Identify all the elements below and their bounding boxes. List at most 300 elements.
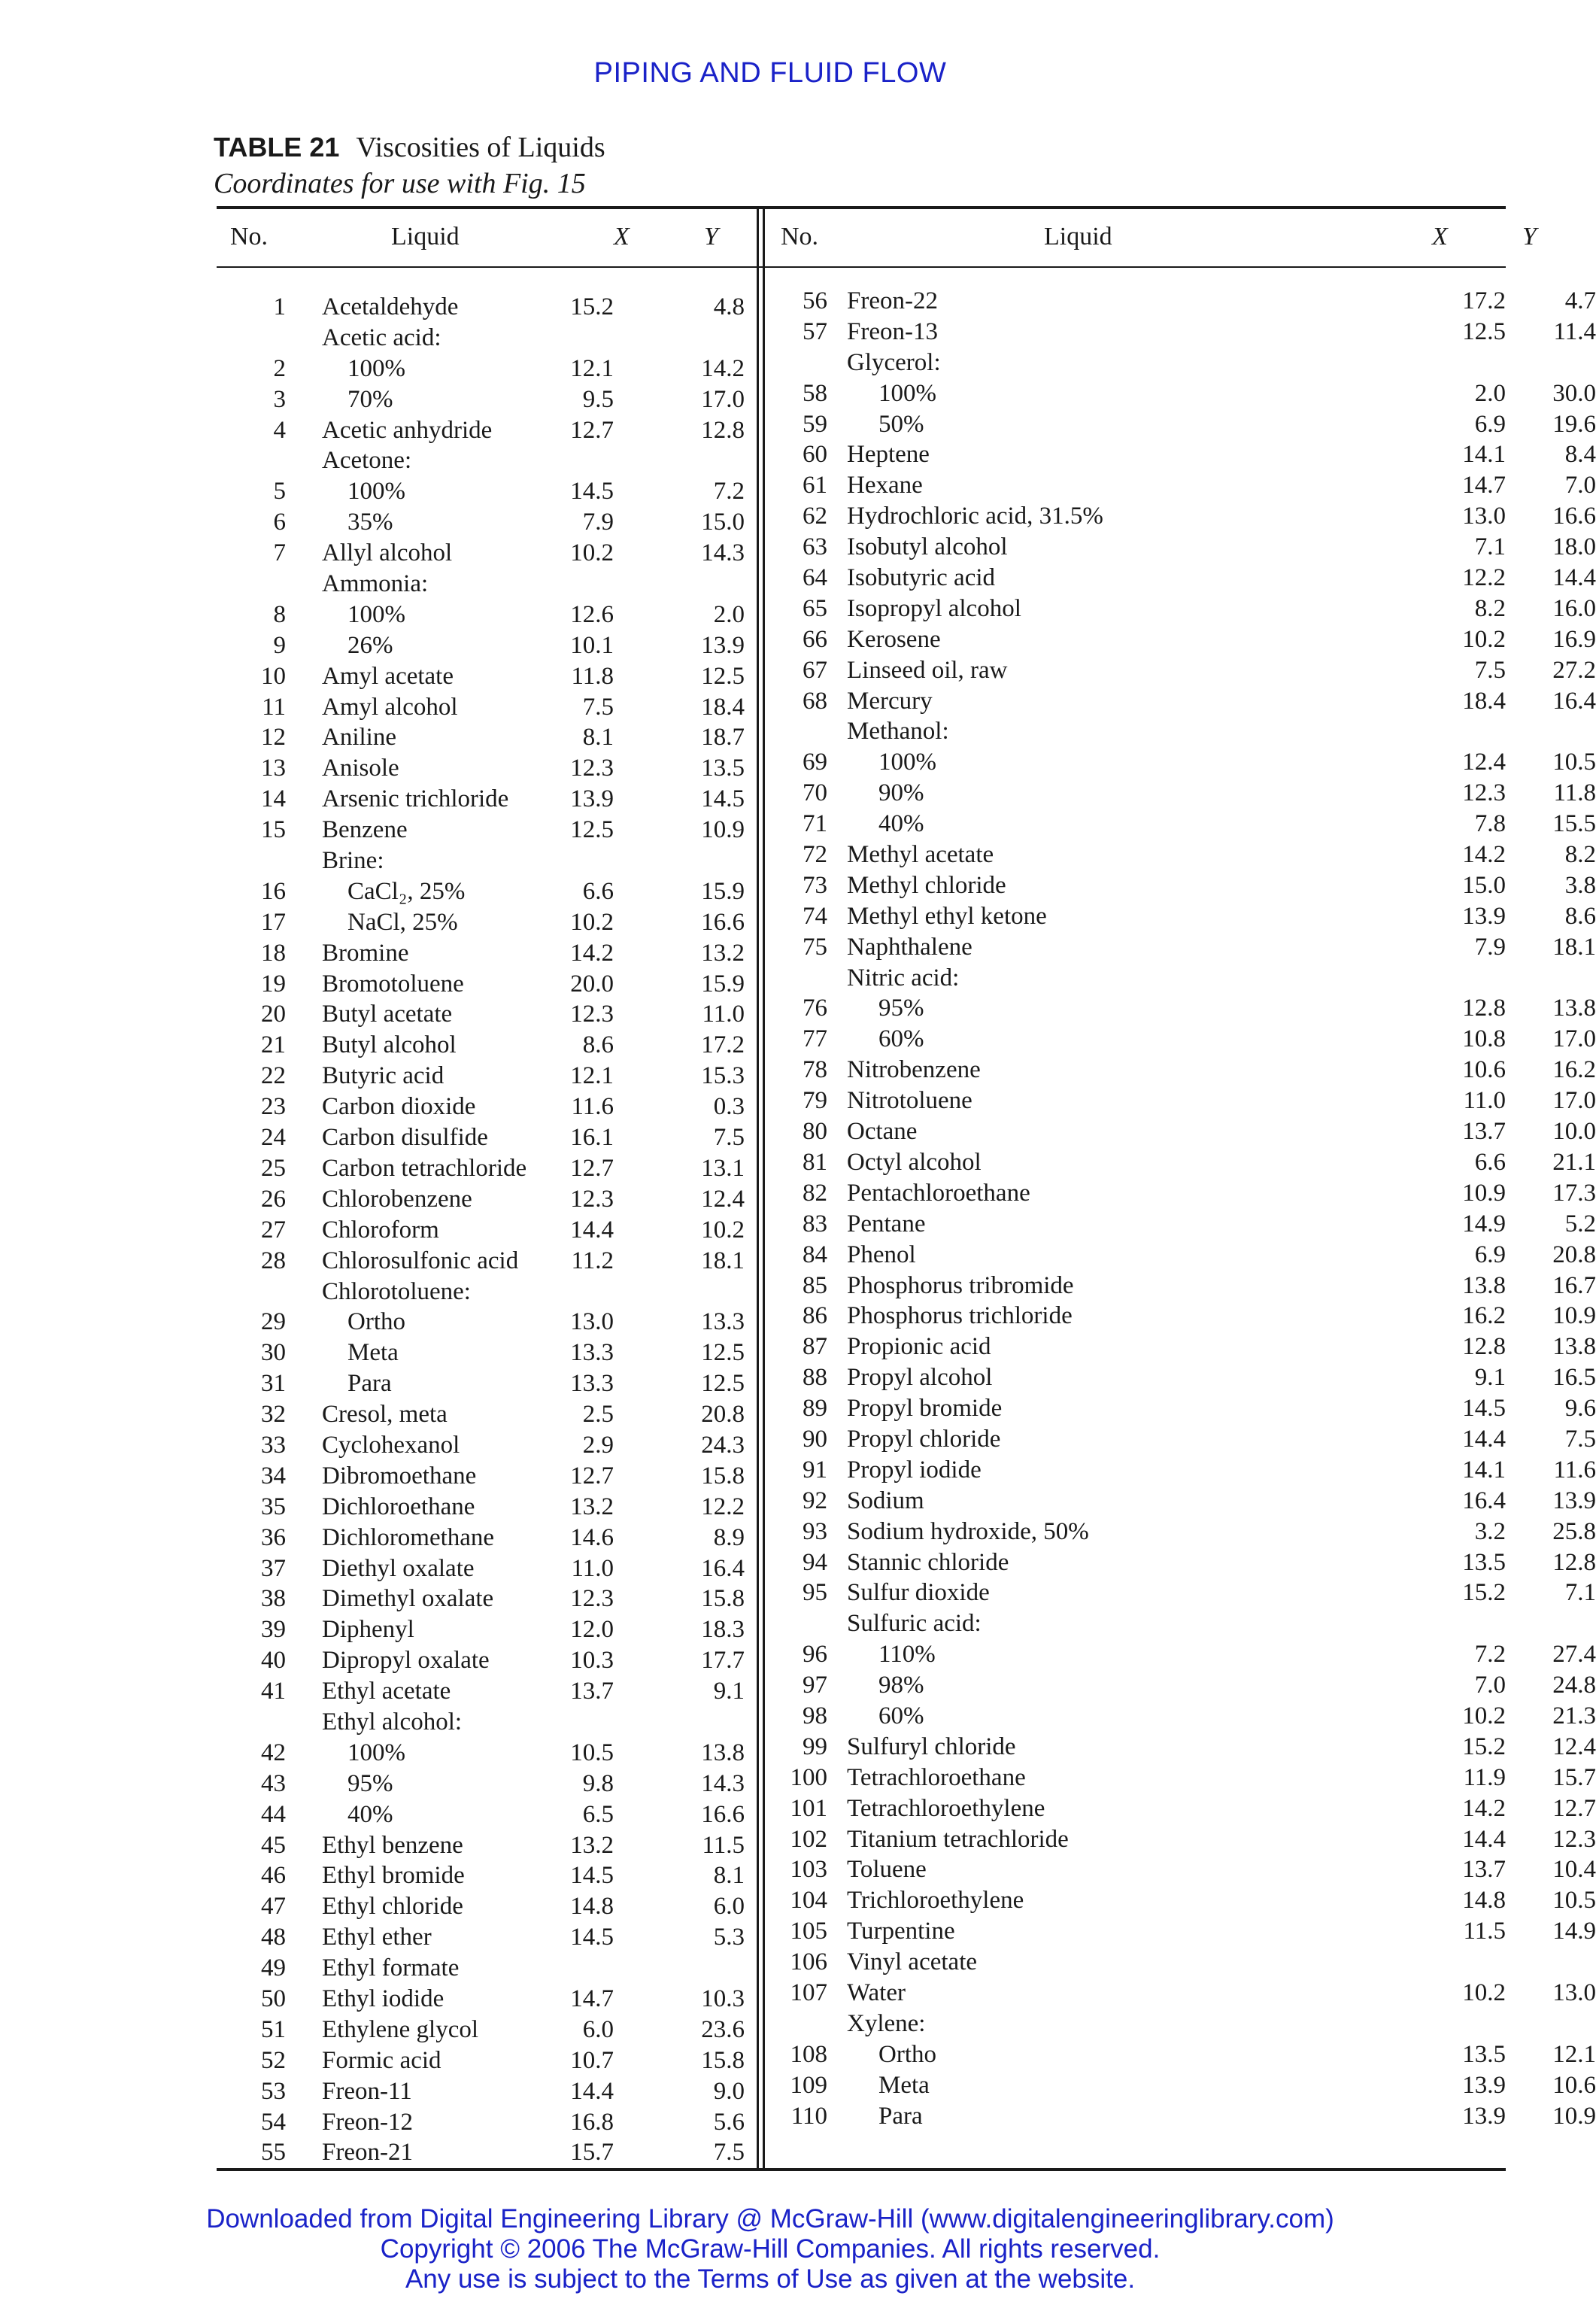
liquid-name: Propyl bromide	[847, 1395, 1003, 1423]
x-value: 6.9	[1474, 1241, 1506, 1268]
x-value: 6.0	[582, 2015, 614, 2043]
y-value: 17.3	[1552, 1179, 1596, 1207]
x-value: 6.9	[1474, 410, 1506, 438]
x-value: 14.2	[1462, 841, 1506, 869]
y-value: 9.0	[713, 2077, 745, 2105]
liquid-name: Cyclohexanol	[322, 1431, 460, 1459]
table-row	[773, 594, 1596, 624]
liquid-name: Acetic acid:	[322, 323, 441, 351]
x-value: 10.6	[1462, 1056, 1506, 1084]
row-number: 8	[273, 600, 286, 628]
x-value: 13.9	[1462, 902, 1506, 930]
liquid-name: Sulfuric acid:	[847, 1610, 982, 1638]
row-number: 97	[803, 1672, 827, 1699]
x-value: 14.5	[570, 1924, 614, 1951]
row-number: 53	[261, 2077, 286, 2105]
liquid-name: 95%	[878, 995, 924, 1022]
viscosity-table	[217, 206, 1596, 2192]
row-number: 4	[273, 416, 286, 444]
y-value: 15.8	[701, 2046, 745, 2074]
x-value: 16.4	[1462, 1487, 1506, 1514]
liquid-name: Aniline	[322, 724, 396, 752]
left-rows	[217, 292, 754, 2168]
liquid-name: Ortho	[878, 2040, 936, 2068]
liquid-name: 40%	[878, 810, 924, 838]
row-number: 64	[803, 564, 827, 592]
liquid-name: Turpentine	[847, 1918, 955, 1945]
x-value: 10.7	[570, 2046, 614, 2074]
table-row	[217, 1614, 754, 1645]
y-value: 5.2	[1564, 1210, 1596, 1237]
y-value: 20.8	[701, 1401, 745, 1429]
row-number: 89	[803, 1395, 827, 1423]
row-number: 54	[261, 2108, 286, 2136]
row-number: 58	[803, 379, 827, 407]
x-value: 12.5	[1462, 317, 1506, 345]
row-number: 24	[261, 1124, 286, 1152]
liquid-name: Naphthalene	[847, 933, 972, 961]
x-value: 15.0	[1462, 871, 1506, 899]
liquid-name: 98%	[878, 1672, 924, 1699]
table-row	[217, 846, 754, 876]
liquid-name: Kerosene	[847, 625, 941, 653]
x-value: 12.2	[1462, 564, 1506, 592]
y-value: 4.8	[713, 293, 745, 320]
y-value: 16.2	[1552, 1056, 1596, 1084]
row-number: 68	[803, 687, 827, 715]
table-row	[217, 722, 754, 753]
liquid-name: Glycerol:	[847, 348, 941, 376]
x-value: 18.4	[1462, 687, 1506, 715]
y-value: 10.0	[1552, 1118, 1596, 1146]
liquid-name: Mercury	[847, 687, 933, 715]
y-value: 18.1	[701, 1247, 745, 1274]
header-liquid: Liquid	[1044, 223, 1112, 251]
liquid-name: Freon-11	[322, 2077, 412, 2105]
x-value: 10.3	[570, 1647, 614, 1675]
liquid-name: Heptene	[847, 441, 930, 469]
liquid-name: Nitric acid:	[847, 964, 960, 992]
x-value: 14.9	[1462, 1210, 1506, 1237]
x-value: 8.6	[582, 1031, 614, 1059]
liquid-name: Dimethyl oxalate	[322, 1585, 494, 1613]
y-value: 6.0	[713, 1893, 745, 1921]
table-row	[773, 1178, 1596, 1209]
row-number: 90	[803, 1425, 827, 1453]
x-value: 14.5	[570, 1862, 614, 1890]
table-row	[217, 1984, 754, 2015]
liquid-name: Meta	[878, 2071, 930, 2099]
table-row	[217, 1061, 754, 1092]
x-value: 12.0	[570, 1616, 614, 1644]
x-value: 12.3	[570, 1185, 614, 1213]
x-value: 7.2	[1474, 1641, 1506, 1669]
liquid-name: Water	[847, 1978, 906, 2006]
y-value: 11.4	[1553, 317, 1596, 345]
x-value: 14.1	[1462, 1456, 1506, 1483]
liquid-name: Phosphorus tribromide	[847, 1271, 1074, 1299]
liquid-name: Methyl acetate	[847, 841, 994, 869]
table-row	[773, 655, 1596, 686]
table-row	[773, 470, 1596, 501]
table-row	[773, 1055, 1596, 1086]
y-value: 16.4	[1552, 687, 1596, 715]
table-row	[773, 1639, 1596, 1670]
table-row	[217, 476, 754, 507]
x-value: 12.1	[570, 354, 614, 382]
table-row	[217, 1676, 754, 1707]
row-number: 61	[803, 472, 827, 500]
y-value: 14.3	[701, 1769, 745, 1797]
liquid-name: Ethylene glycol	[322, 2015, 479, 2043]
liquid-name: Tetrachloroethylene	[847, 1794, 1045, 1822]
y-value: 7.1	[1564, 1579, 1596, 1607]
row-number: 22	[261, 1062, 286, 1090]
row-number: 47	[261, 1893, 286, 1921]
row-number: 67	[803, 656, 827, 684]
row-number: 16	[261, 877, 286, 905]
x-value: 10.2	[570, 539, 614, 567]
table-title: Viscosities of Liquids	[356, 132, 605, 163]
table-row	[217, 1307, 754, 1338]
table-row	[773, 1517, 1596, 1547]
table-row	[773, 317, 1596, 348]
liquid-name: Pentane	[847, 1210, 926, 1237]
y-value: 8.4	[1564, 441, 1596, 469]
table-row	[773, 378, 1596, 409]
table-row	[773, 778, 1596, 809]
row-number: 74	[803, 902, 827, 930]
header-liquid: Liquid	[391, 223, 460, 251]
table-row	[773, 501, 1596, 532]
row-number: 1	[273, 293, 286, 320]
table-row	[217, 1092, 754, 1122]
row-number: 106	[790, 1948, 827, 1976]
y-value: 13.8	[1552, 995, 1596, 1022]
y-value: 10.5	[1552, 1887, 1596, 1915]
table-row	[773, 1916, 1596, 1947]
row-number: 44	[261, 1800, 286, 1828]
y-value: 10.9	[701, 816, 745, 844]
row-number: 107	[790, 1978, 827, 2006]
liquid-name: Linseed oil, raw	[847, 656, 1008, 684]
x-value: 14.5	[570, 478, 614, 506]
table-row	[217, 1430, 754, 1461]
row-number: 103	[790, 1856, 827, 1884]
header-x: X	[1432, 223, 1448, 251]
x-value: 11.8	[571, 662, 614, 690]
liquid-name: NaCl, 25%	[347, 908, 458, 936]
row-number: 11	[262, 693, 286, 721]
row-number: 27	[261, 1216, 286, 1244]
row-number: 59	[803, 410, 827, 438]
row-number: 51	[261, 2015, 286, 2043]
liquid-name: 100%	[878, 749, 936, 776]
x-value: 15.2	[570, 293, 614, 320]
liquid-name: Octyl alcohol	[847, 1148, 982, 1176]
y-value: 12.7	[1552, 1794, 1596, 1822]
liquid-name: Butyric acid	[322, 1062, 445, 1090]
x-value: 12.3	[570, 1585, 614, 1613]
row-number: 18	[261, 939, 286, 967]
liquid-name: Toluene	[847, 1856, 927, 1884]
liquid-name: Hydrochloric acid, 31.5%	[847, 503, 1103, 530]
table-row	[773, 1086, 1596, 1116]
x-value: 13.9	[570, 785, 614, 813]
x-value: 13.3	[570, 1370, 614, 1398]
liquid-name: Amyl alcohol	[322, 693, 458, 721]
left-column-header	[217, 206, 754, 272]
row-number: 99	[803, 1732, 827, 1760]
footer-line-3: Any use is subject to the Terms of Use as given at the website.	[405, 2264, 1136, 2294]
table-row	[773, 348, 1506, 378]
x-value: 11.0	[571, 1554, 614, 1582]
y-value: 15.8	[701, 1462, 745, 1490]
row-number: 86	[803, 1302, 827, 1330]
y-value: 12.3	[1552, 1825, 1596, 1853]
x-value: 10.2	[570, 908, 614, 936]
liquid-name: Chlorosulfonic acid	[322, 1247, 519, 1274]
liquid-name: Ethyl formate	[322, 1954, 460, 1982]
table-row	[773, 1854, 1596, 1885]
table-row	[773, 563, 1596, 594]
table-row	[217, 1553, 754, 1584]
row-number: 78	[803, 1056, 827, 1084]
x-value: 14.2	[1462, 1794, 1506, 1822]
table-row	[773, 840, 1596, 870]
liquid-name: 50%	[878, 410, 924, 438]
table-row	[773, 1240, 1596, 1271]
row-number: 77	[803, 1025, 827, 1053]
row-number: 73	[803, 871, 827, 899]
table-row	[217, 1707, 754, 1738]
table-row	[217, 2015, 754, 2045]
x-value: 13.8	[1462, 1271, 1506, 1299]
liquid-name: Diethyl oxalate	[322, 1554, 475, 1582]
row-number: 101	[790, 1794, 827, 1822]
x-value: 12.6	[570, 600, 614, 628]
y-value: 2.0	[713, 600, 745, 628]
row-number: 6	[273, 509, 286, 536]
row-number: 13	[261, 755, 286, 782]
y-value: 8.1	[713, 1862, 745, 1890]
liquid-name: Tetrachloroethane	[847, 1763, 1026, 1791]
liquid-name: Ethyl benzene	[322, 1831, 463, 1859]
x-value: 13.5	[1462, 2040, 1506, 2068]
liquid-name: Methyl ethyl ketone	[847, 902, 1047, 930]
y-value: 10.2	[701, 1216, 745, 1244]
table-row	[773, 1701, 1596, 1732]
x-value: 12.7	[570, 1462, 614, 1490]
row-number: 76	[803, 995, 827, 1022]
liquid-name: Acetic anhydride	[322, 416, 493, 444]
table-row	[217, 999, 754, 1030]
x-value: 15.7	[570, 2139, 614, 2167]
y-value: 10.3	[701, 1985, 745, 2012]
row-number: 69	[803, 749, 827, 776]
table-row	[217, 507, 754, 538]
row-number: 109	[790, 2071, 827, 2099]
row-number: 55	[261, 2139, 286, 2167]
y-value: 16.7	[1552, 1271, 1596, 1299]
y-value: 12.5	[701, 662, 745, 690]
row-number: 110	[790, 2102, 827, 2130]
y-value: 16.6	[1552, 503, 1596, 530]
liquid-name: Bromine	[322, 939, 409, 967]
row-number: 36	[261, 1523, 286, 1551]
table-row	[773, 809, 1596, 840]
x-value: 12.8	[1462, 1333, 1506, 1361]
row-number: 40	[261, 1647, 286, 1675]
table-row	[217, 969, 754, 1000]
y-value: 15.5	[1552, 810, 1596, 838]
table-row	[773, 2039, 1596, 2070]
row-number: 52	[261, 2046, 286, 2074]
liquid-name: Ammonia:	[322, 570, 429, 598]
right-column	[773, 206, 1596, 2131]
x-value: 14.4	[570, 1216, 614, 1244]
y-value: 16.9	[1552, 625, 1596, 653]
table-row	[217, 1184, 754, 1215]
table-row	[773, 1547, 1596, 1578]
y-value: 13.0	[1552, 1978, 1596, 2006]
liquid-name: Chloroform	[322, 1216, 439, 1244]
y-value: 8.2	[1564, 841, 1596, 869]
table-row	[217, 1338, 754, 1368]
row-number: 10	[261, 662, 286, 690]
row-number: 19	[261, 970, 286, 998]
liquid-name: Nitrobenzene	[847, 1056, 981, 1084]
liquid-name: 95%	[347, 1769, 393, 1797]
x-value: 7.5	[582, 693, 614, 721]
y-value: 17.0	[701, 385, 745, 413]
y-value: 8.6	[1564, 902, 1596, 930]
row-number: 31	[261, 1370, 286, 1398]
row-number: 92	[803, 1487, 827, 1514]
row-number: 21	[261, 1031, 286, 1059]
x-value: 14.5	[1462, 1395, 1506, 1423]
table-row	[217, 1492, 754, 1523]
row-number: 87	[803, 1333, 827, 1361]
x-value: 11.5	[1463, 1918, 1506, 1945]
x-value: 10.5	[570, 1739, 614, 1766]
liquid-name: Acetaldehyde	[322, 293, 459, 320]
liquid-name: Methyl chloride	[847, 871, 1006, 899]
y-value: 11.8	[1553, 779, 1596, 807]
liquid-name: 100%	[347, 1739, 405, 1766]
x-value: 10.2	[1462, 625, 1506, 653]
liquid-name: 100%	[347, 354, 405, 382]
table-row	[217, 1891, 754, 1922]
liquid-name: Propyl alcohol	[847, 1364, 993, 1392]
table-row	[773, 532, 1596, 563]
liquid-name: Arsenic trichloride	[322, 785, 509, 813]
row-number: 98	[803, 1702, 827, 1729]
right-column-header	[773, 206, 1537, 272]
row-number: 93	[803, 1517, 827, 1545]
y-value: 13.2	[701, 939, 745, 967]
row-number: 65	[803, 594, 827, 622]
table-row	[773, 1486, 1596, 1517]
y-value: 24.8	[1552, 1672, 1596, 1699]
row-number: 82	[803, 1179, 827, 1207]
x-value: 9.1	[1474, 1364, 1506, 1392]
table-row	[773, 1947, 1506, 1978]
x-value: 11.6	[571, 1093, 614, 1121]
row-number: 60	[803, 441, 827, 469]
x-value: 9.5	[582, 385, 614, 413]
y-value: 17.0	[1552, 1025, 1596, 1053]
header-y: Y	[704, 223, 718, 251]
y-value: 10.6	[1552, 2071, 1596, 2099]
liquid-name: 100%	[347, 478, 405, 506]
header-x: X	[614, 223, 630, 251]
x-value: 7.9	[1474, 933, 1506, 961]
x-value: 15.2	[1462, 1579, 1506, 1607]
table-row	[773, 1455, 1596, 1486]
header-no: No.	[781, 223, 819, 251]
y-value: 30.0	[1552, 379, 1596, 407]
row-number: 84	[803, 1241, 827, 1268]
footer-line-1: Downloaded from Digital Engineering Library @ McGraw-Hill (www.digitalengineeringlibrary.com)	[206, 2204, 1334, 2234]
y-value: 12.5	[701, 1370, 745, 1398]
liquid-name: Anisole	[322, 755, 399, 782]
liquid-name: Chlorobenzene	[322, 1185, 472, 1213]
table-row	[773, 993, 1596, 1024]
footer-line-2: Copyright © 2006 The McGraw-Hill Companies. All rights reserved.	[380, 2234, 1161, 2264]
x-value: 6.6	[1474, 1148, 1506, 1176]
x-value: 10.1	[570, 631, 614, 659]
table-row	[217, 1769, 754, 1799]
liquid-name: 70%	[347, 385, 393, 413]
row-number: 20	[261, 1001, 286, 1028]
y-value: 10.9	[1552, 1302, 1596, 1330]
table-row	[217, 1153, 754, 1184]
liquid-name: Isobutyric acid	[847, 564, 996, 592]
table-row	[217, 815, 754, 846]
y-value: 20.8	[1552, 1241, 1596, 1268]
x-value: 12.1	[570, 1062, 614, 1090]
table-row	[773, 1608, 1506, 1639]
y-value: 18.1	[1552, 933, 1596, 961]
table-caption	[214, 129, 605, 202]
table-row	[217, 630, 754, 661]
table-row	[217, 1030, 754, 1061]
row-number: 50	[261, 1985, 286, 2012]
liquid-name: Freon-12	[322, 2108, 413, 2136]
header-no: No.	[230, 223, 269, 251]
y-value: 10.5	[1552, 749, 1596, 776]
table-row	[217, 2137, 754, 2168]
left-column	[217, 206, 754, 2168]
table-row	[773, 1147, 1596, 1178]
x-value: 6.6	[582, 877, 614, 905]
row-number: 7	[273, 539, 286, 567]
x-value: 14.8	[1462, 1887, 1506, 1915]
x-value: 15.2	[1462, 1732, 1506, 1760]
x-value: 8.1	[582, 724, 614, 752]
row-number: 34	[261, 1462, 286, 1490]
liquid-name: Allyl alcohol	[322, 539, 453, 567]
liquid-name: Propionic acid	[847, 1333, 991, 1361]
table-row	[217, 2107, 754, 2138]
row-number: 14	[261, 785, 286, 813]
x-value: 8.2	[1474, 594, 1506, 622]
liquid-name: Isopropyl alcohol	[847, 594, 1021, 622]
liquid-name: Titanium tetrachloride	[847, 1825, 1069, 1853]
liquid-name: Butyl acetate	[322, 1001, 453, 1028]
row-number: 66	[803, 625, 827, 653]
